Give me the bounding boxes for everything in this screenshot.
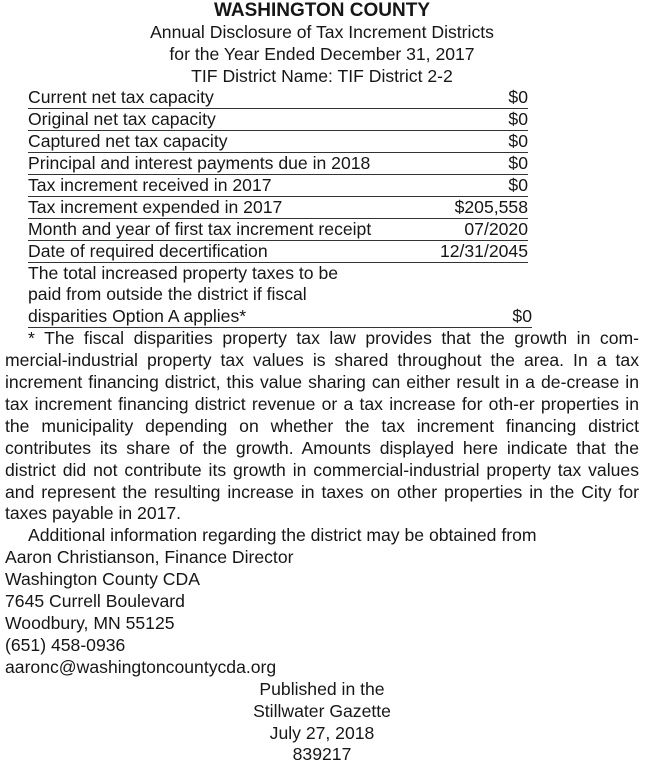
row-value: $0 [508,174,528,195]
row-label: Tax increment received in 2017 [28,174,272,195]
table-row [28,87,528,109]
table-row [28,131,528,153]
row-label: Current net tax capacity [28,87,214,108]
publication-line-2: Stillwater Gazette [253,700,391,721]
row-label: Principal and interest payments due in 2018 [28,153,371,174]
row-value: 07/2020 [464,218,528,239]
contact-name: Aaron Christianson, Finance Director [5,547,294,568]
disclosure-table [28,87,532,328]
additional-info: Additional information regarding the district may be obtained from [28,525,537,546]
disparities-line-3 [28,306,532,328]
contact-phone: (651) 458-0936 [5,634,126,655]
disparities-row [28,263,532,329]
publication-line-1: Published in the [259,678,385,699]
row-label: Captured net tax capacity [28,131,228,152]
row-label: Date of required decertification [28,240,268,261]
row-label: Month and year of first tax increment receipt [28,218,372,239]
row-label: disparities Option A applies* [28,306,247,327]
row-value: $0 [508,153,528,174]
county-title: WASHINGTON COUNTY [213,0,431,21]
disparities-line-2: paid from outside the district if fiscal [28,284,307,305]
table-row [28,175,528,197]
publication-block [5,679,639,767]
contact-org: Washington County CDA [5,569,200,590]
footnote-block [5,328,639,547]
district-name: TIF District Name: TIF District 2-2 [191,65,453,86]
table-row [28,241,528,263]
row-value: $0 [508,131,528,152]
year-line: for the Year Ended December 31, 2017 [169,43,475,64]
publication-id: 839217 [292,744,352,765]
row-label: Tax increment expended in 2017 [28,196,283,217]
contact-block [5,547,639,678]
contact-street: 7645 Currell Boulevard [5,591,185,612]
footnote-text: * The fiscal disparities property tax law provides that the growth in com-mercial-industrial property tax values is shared throughout the area. In a tax increment financing district, this value sharing can either result in a de-crease in tax increment financing district revenue or a tax increase for oth-er properties in the municipality depending on whether the tax increment financing district contributes its share of the growth. Amounts displayed here indicate that the district did not contribute its growth in commercial-industrial property tax values and represent the resulting increase in taxes on other properties in the City for taxes payable in 2017. [5,328,639,524]
table-row [28,197,528,219]
notice-document [5,0,639,766]
header [5,0,639,87]
table-row [28,219,528,241]
table-row [28,109,528,131]
table-row [28,153,528,175]
publication-date: July 27, 2018 [269,722,375,743]
row-value: $0 [508,87,528,108]
row-value: $205,558 [454,196,528,217]
row-value: $0 [512,306,532,327]
disclosure-title: Annual Disclosure of Tax Increment Districts [150,22,494,42]
contact-city: Woodbury, MN 55125 [5,613,175,633]
row-label: Original net tax capacity [28,109,216,130]
row-value: 12/31/2045 [439,240,528,261]
contact-email: aaronc@washingtoncountycda.org [5,656,277,677]
row-value: $0 [508,109,528,130]
disparities-line-1: The total increased property taxes to be [28,262,339,283]
